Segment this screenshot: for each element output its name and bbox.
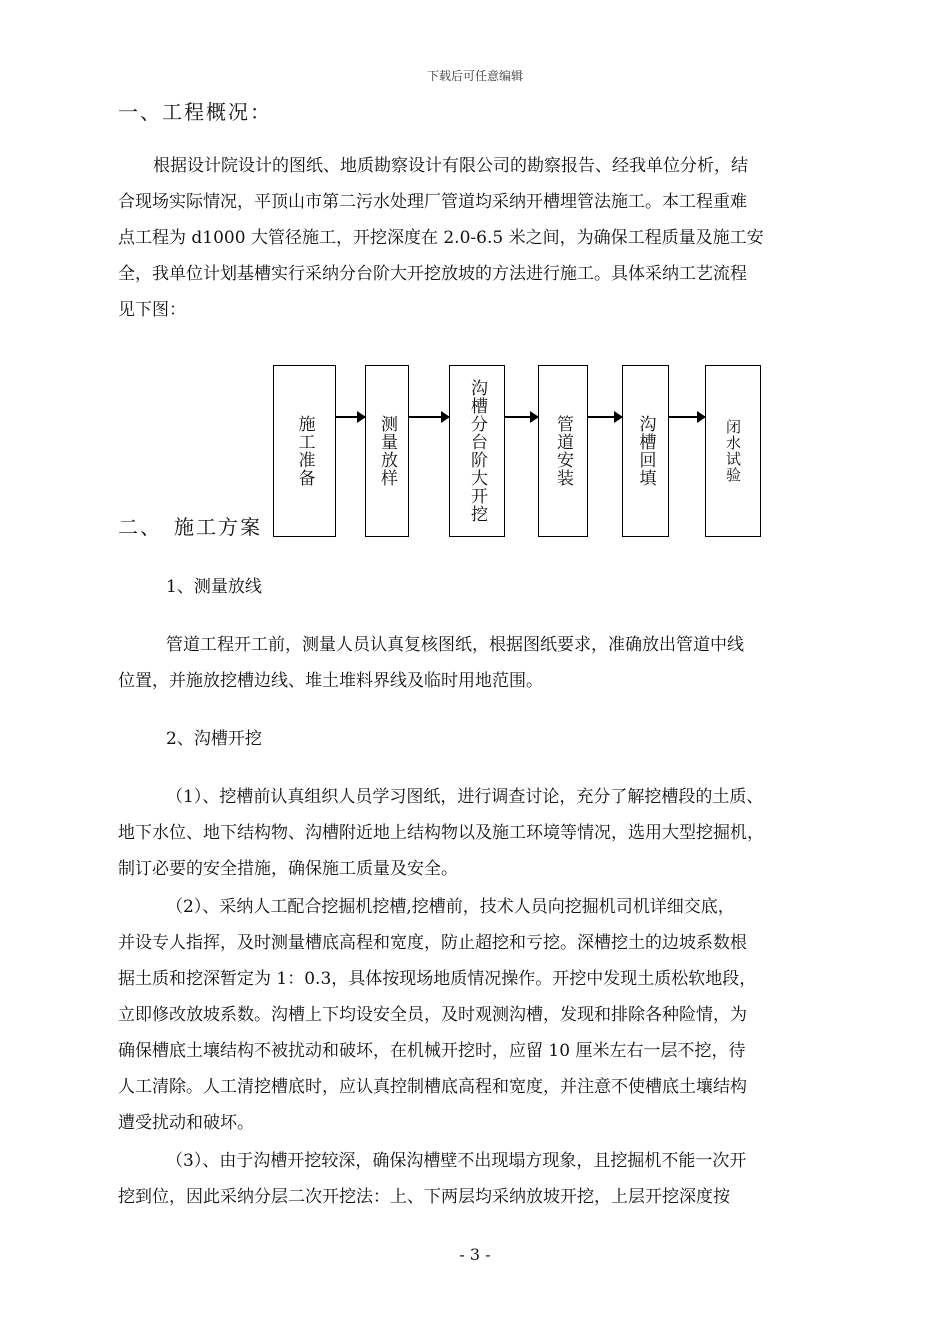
flow-step-label: 沟槽分台阶大开挖 [467,379,487,523]
flow-step-survey [365,365,409,537]
flow-step-water-test [705,365,761,537]
overview-line: 见下图： [118,300,186,320]
flow-step-label: 管道安装 [553,415,573,487]
flow-step-excavation [449,365,505,537]
survey-line: 位置，并施放挖槽边线、堆土堆料界线及临时用地范围。 [118,671,543,691]
item1-line: （1）、挖槽前认真组织人员学习图纸，进行调查讨论，充分了解挖槽段的土质、 [166,787,764,807]
page-header: 下载后可任意编辑 [426,69,523,83]
overview-line: 合现场实际情况，平顶山市第二污水处理厂管道均采纳开槽埋管法施工。本工程重难 [118,192,747,212]
flow-arrow [505,416,538,418]
overview-line: 根据设计院设计的图纸、地质勘察设计有限公司的勘察报告、经我单位分析，结 [153,156,748,176]
section-title-plan: 二、 施工方案 [118,515,262,539]
item3-line: （3）、由于沟槽开挖较深，确保沟槽壁不出现塌方现象，且挖掘机不能一次开 [166,1151,747,1171]
flow-arrow [588,416,622,418]
overview-line: 点工程为 d1000 大管径施工，开挖深度在 2.0-6.5 米之间，为确保工程质量及施工安 [118,228,764,248]
flow-arrow [669,416,705,418]
item2-line: 据土质和挖深暂定为 1：0.3，具体按现场地质情况操作。开挖中发现土质松软地段， [118,969,757,989]
item2-line: （2）、采纳人工配合挖掘机挖槽,挖槽前，技术人员向挖掘机司机详细交底， [166,897,735,917]
subsection-title-survey: 1、测量放线 [166,577,262,597]
item2-line: 人工清除。人工清挖槽底时，应认真控制槽底高程和宽度，并注意不使槽底土壤结构 [118,1077,747,1097]
item3-line: 挖到位，因此采纳分层二次开挖法：上、下两层均采纳放坡开挖，上层开挖深度按 [118,1187,730,1207]
flow-step-label: 测量放样 [377,415,397,487]
flow-step-label: 闭水试验 [724,419,742,483]
flow-arrow [336,416,365,418]
item1-line: 地下水位、地下结构物、沟槽附近地上结构物以及施工环境等情况，选用大型挖掘机， [118,823,764,843]
flow-step-label: 沟槽回填 [635,415,656,487]
item1-line: 制订必要的安全措施，确保施工质量及安全。 [118,859,458,879]
overview-line: 全，我单位计划基槽实行采纳分台阶大开挖放坡的方法进行施工。具体采纳工艺流程 [118,264,747,284]
subsection-title-trench: 2、沟槽开挖 [166,729,262,749]
flow-arrow [409,416,449,418]
flow-step-backfill [622,365,669,537]
section-title-overview: 一、工程概况： [118,100,272,124]
item2-line: 遭受扰动和破坏。 [118,1113,254,1133]
survey-line: 管道工程开工前，测量人员认真复核图纸，根据图纸要求，准确放出管道中线 [166,635,744,655]
item2-line: 立即修改放坡系数。沟槽上下均设安全员，及时观测沟槽，发现和排除各种险情，为 [118,1005,747,1025]
page-number: - 3 - [459,1245,491,1264]
flow-step-preparation [273,365,336,537]
item2-line: 并设专人指挥，及时测量槽底高程和宽度，防止超挖和亏挖。深槽挖土的边坡系数根 [118,933,747,953]
flow-step-pipe-install [538,365,588,537]
item2-line: 确保槽底土壤结构不被扰动和破坏，在机械开挖时，应留 10 厘米左右一层不挖，待 [118,1041,746,1061]
flow-step-label: 施工准备 [294,415,315,487]
